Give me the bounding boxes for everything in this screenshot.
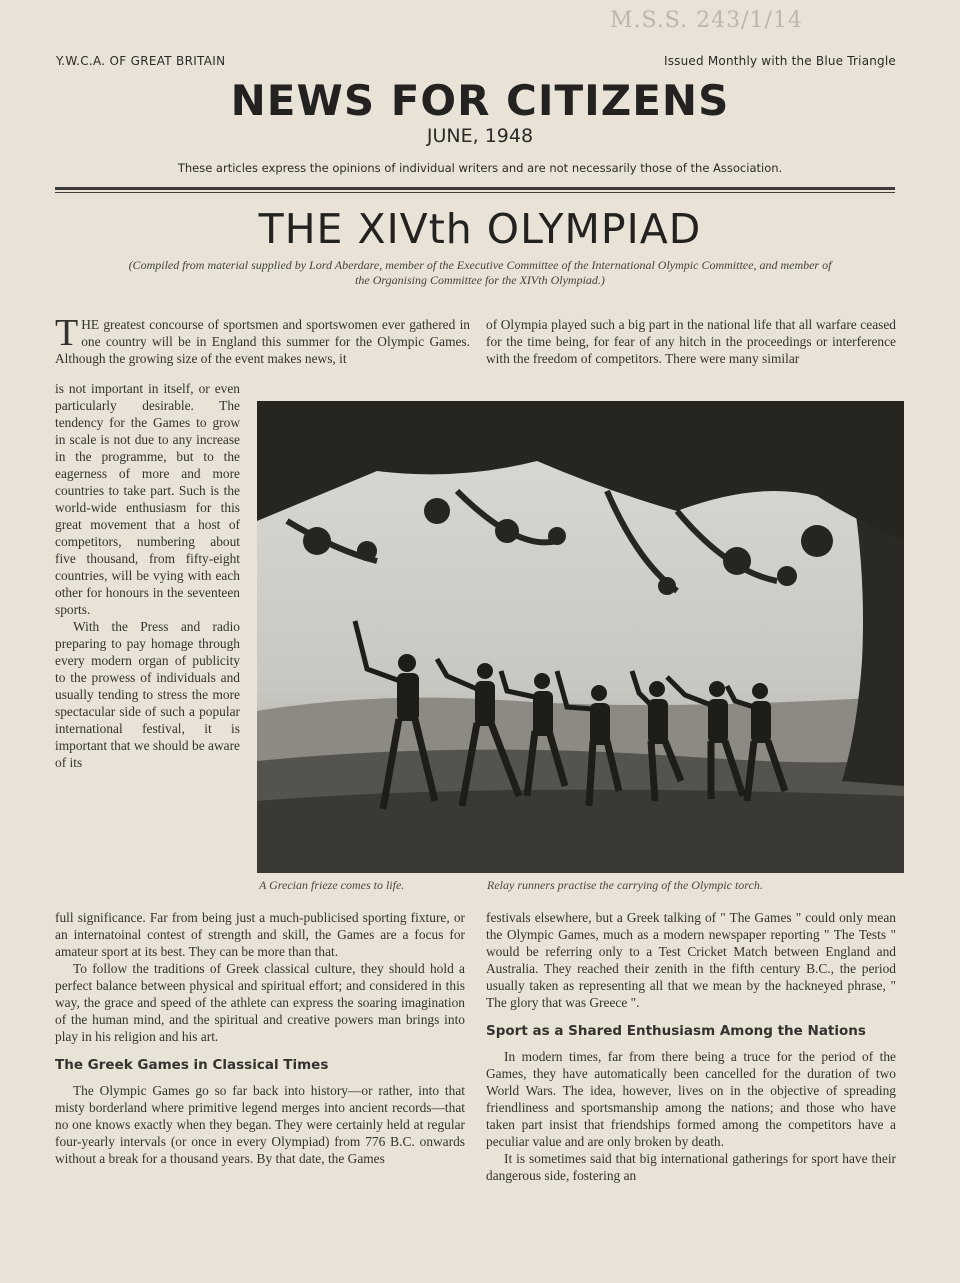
photo-caption-left: A Grecian frieze comes to life. — [259, 878, 405, 892]
right-column-body — [486, 909, 896, 1184]
right-column-intro — [486, 316, 896, 367]
photo-caption-right: Relay runners practise the carrying of the Olympic torch. — [487, 878, 763, 892]
greek-games-paragraph: The Olympic Games go so far back into history—or rather, into that misty borderland where primitive legend merges into ancient records—that no one knows exactly when they began. They were certainly held at regular four-yearly intervals (or once in every Olympiad) from 776 B.C. onwards without a break for a thousand years. By that date, the Games — [55, 1083, 465, 1166]
intro-text: greatest concourse of sportsmen and sportswomen ever gathered in one country will be in England this summer for the Olympic Games. Although the growing size of the event makes news, it — [55, 317, 470, 366]
left-column-body — [55, 909, 465, 1167]
significance-paragraph: full significance. Far from being just a much-publicised sporting fixture, or an internatoinal contest of strength and skill, the Games are a focus for amateur sport at its best. They can be more than that. — [55, 910, 465, 959]
narrow-paragraph-2: With the Press and radio preparing to pay homage through every modern organ of publicity to the prowess of individuals and usually tending to stress the more spectacular side of such a popular international festival, it is important that we should be aware of its — [55, 619, 240, 770]
drop-cap: T — [55, 312, 79, 354]
relay-runners-photo — [257, 401, 904, 873]
left-column-intro — [55, 312, 470, 367]
article-title: THE XIVth OLYMPIAD — [258, 205, 702, 253]
modern-times-paragraph: In modern times, far from there being a truce for the period of the Games, they have automatically been cancelled for the duration of two World Wars. The idea, however, lives on in the objective of spreading friendliness and sportsmanship among the nations; and those who have taken part insist that friendships formed among the competitors have a peculiar value and are only broken by death. — [486, 1049, 896, 1149]
header-rule-thick — [55, 187, 895, 190]
masthead-title: NEWS FOR CITIZENS — [230, 76, 730, 125]
festivals-paragraph: festivals elsewhere, but a Greek talking of " The Games " could only mean the Olympic Games, much as a modern newspaper reporting " The Tests " would be referring only to a Test Cricket Match between England and Australia. They reached their zenith in the fifth century B.C., the period usually taken as representing all that we mean by the hackneyed phrase, " The glory that was Greece ". — [486, 910, 896, 1010]
article-subtitle: (Compiled from material supplied by Lord Aberdare, member of the Executive Committee of the International Olympic Committee, and member of the Organising Committee for the XIVth Olympiad.) — [128, 258, 832, 287]
photo-illustration — [257, 401, 904, 873]
header-rule-thin — [55, 192, 895, 193]
section-heading-greek-games: The Greek Games in Classical Times — [55, 1057, 329, 1073]
disclaimer: These articles express the opinions of individual writers and are not necessarily those of the Association. — [177, 161, 783, 175]
narrow-column — [55, 380, 240, 771]
narrow-paragraph-1: is not important in itself, or even particularly desirable. The tendency for the Games to grow in scale is not due to any increase in the programme, but to the eagerness of more and more countries to take part. Such is the world-wide enthusiasm for this great movement that a host of competitors, numbering about five thousand, from fifty-eight countries, will be vying with each other for honours in the seventeen sports. — [55, 381, 240, 617]
section-heading-shared-enthusiasm: Sport as a Shared Enthusiasm Among the Nations — [486, 1023, 866, 1039]
organisation-name: Y.W.C.A. OF GREAT BRITAIN — [56, 54, 226, 68]
issue-date: JUNE, 1948 — [426, 125, 534, 147]
olympia-paragraph: of Olympia played such a big part in the national life that all warfare ceased for the time being, for fear of any hitch in the proceedings or interference with the freedom of competitors. There were many similar — [486, 317, 896, 366]
issue-frequency: Issued Monthly with the Blue Triangle — [663, 54, 896, 68]
archive-reference-mark: M.S.S. 243/1/14 — [610, 8, 803, 33]
lead-caps: HE — [81, 317, 100, 332]
international-gatherings-paragraph: It is sometimes said that big international gatherings for sport have their dangerous side, fostering an — [486, 1151, 896, 1183]
greek-tradition-paragraph: To follow the traditions of Greek classical culture, they should hold a perfect balance between physical and spiritual effort; and considered in this way, the grace and speed of the athlete can express the soaring imagination of the human mind, and the spiritual and creative powers man brings into play in his religion and his art. — [55, 961, 465, 1044]
